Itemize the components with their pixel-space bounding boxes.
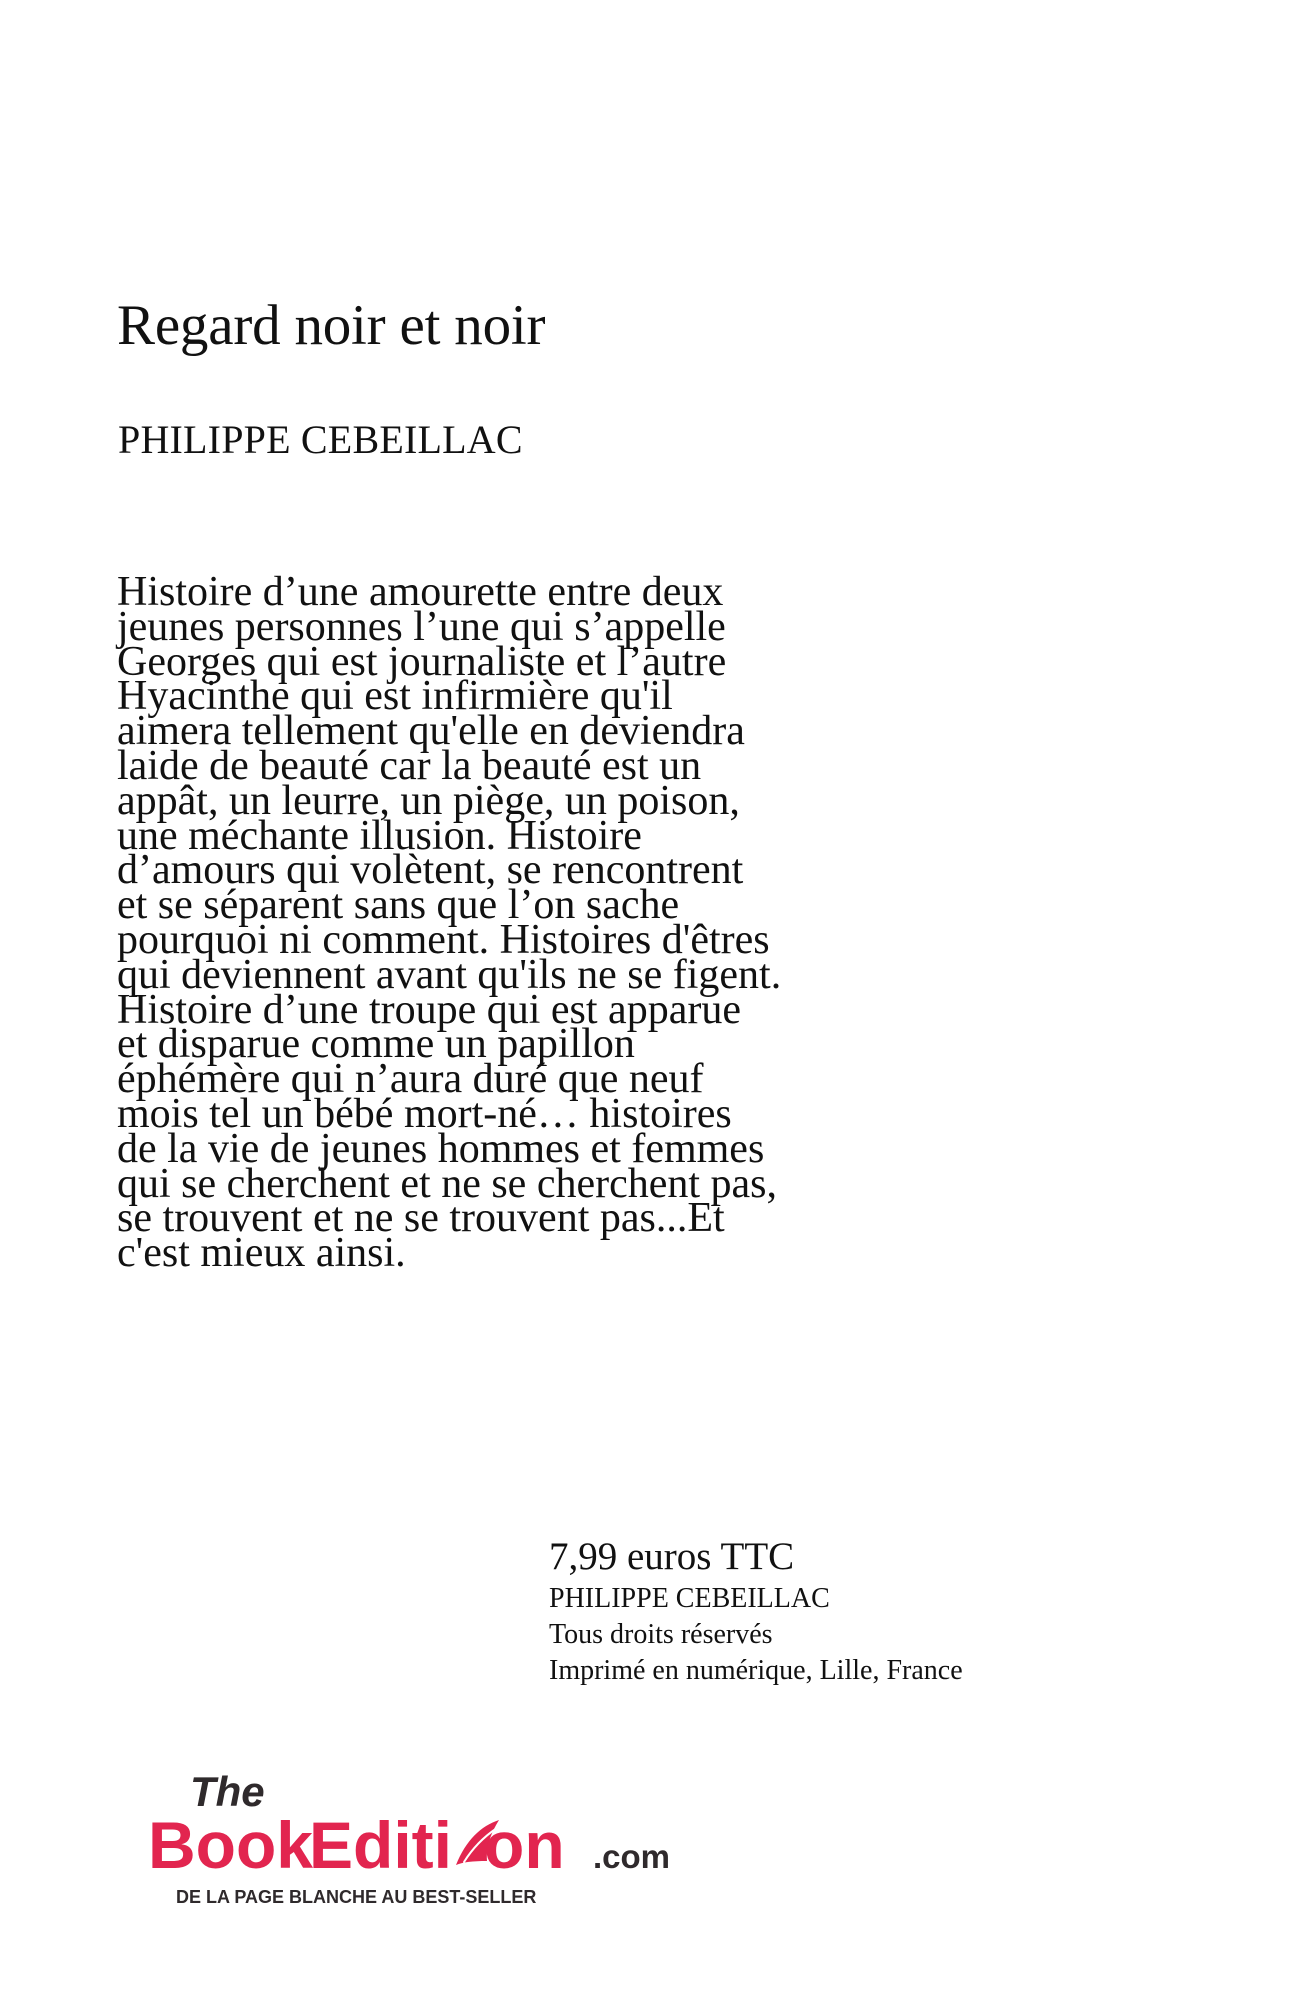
logo-edition-text: Editi <box>309 1808 452 1882</box>
summary-line: mois tel un bébé mort-né… histoires <box>117 1090 732 1137</box>
summary-line: qui deviennent avant qu'ils ne se figent. <box>117 951 782 998</box>
book-author: PHILIPPE CEBEILLAC <box>118 417 523 462</box>
summary-line: laide de beauté car la beauté est un <box>117 742 702 789</box>
summary-line: d’amours qui volètent, se rencontrent <box>117 847 744 894</box>
book-title: Regard noir et noir <box>117 294 546 357</box>
publisher-logo-graphic <box>148 1758 708 1918</box>
summary-line: Histoire d’une troupe qui est apparue <box>117 986 741 1033</box>
summary-line: appât, un leurre, un piège, un poison, <box>117 777 740 824</box>
summary-line: jeunes personnes l’une qui s’appelle <box>117 603 726 650</box>
summary-line: Hyacinthe qui est infirmière qu'il <box>117 673 673 720</box>
summary-line: et disparue comme un papillon <box>117 1021 635 1068</box>
summary-line: c'est mieux ainsi. <box>117 1230 406 1277</box>
book-summary <box>117 569 782 1277</box>
colophon <box>549 1537 1169 1689</box>
logo-book-text: Book <box>148 1808 313 1882</box>
summary-line: se trouvent et ne se trouvent pas...Et <box>117 1195 725 1242</box>
colophon-author: PHILIPPE CEBEILLAC <box>549 1583 830 1614</box>
logo-on-text: on <box>484 1808 565 1882</box>
summary-line: pourquoi ni comment. Histoires d'êtres <box>117 916 770 963</box>
summary-line: et se séparent sans que l’on sache <box>117 882 680 929</box>
summary-line: éphémère qui n’aura duré que neuf <box>117 1056 704 1103</box>
printing-location: Imprimé en numérique, Lille, France <box>549 1655 963 1686</box>
publisher-logo <box>148 1758 708 1918</box>
logo-tagline: DE LA PAGE BLANCHE AU BEST-SELLER <box>176 1887 537 1907</box>
summary-line: Georges qui est journaliste et l’autre <box>117 638 727 685</box>
rights-text: Tous droits réservés <box>549 1619 773 1650</box>
summary-line: qui se cherchent et ne se cherchent pas, <box>117 1160 778 1207</box>
price-text: 7,99 euros TTC <box>549 1535 795 1578</box>
summary-line: Histoire d’une amourette entre deux <box>117 569 724 615</box>
logo-domain-text: .com <box>593 1838 671 1875</box>
summary-line: une méchante illusion. Histoire <box>117 812 642 859</box>
summary-line: aimera tellement qu'elle en deviendra <box>117 708 745 755</box>
summary-line: de la vie de jeunes hommes et femmes <box>117 1125 765 1172</box>
logo-the-text: The <box>190 1768 265 1815</box>
